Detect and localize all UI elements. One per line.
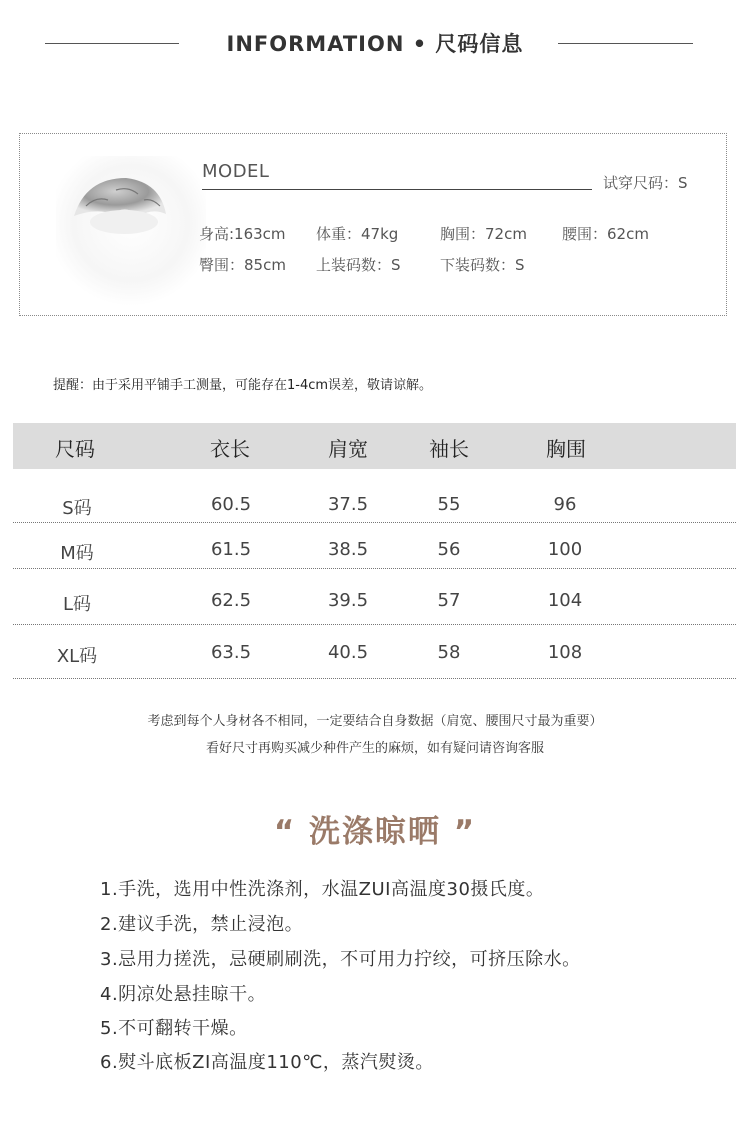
- row-divider: [13, 624, 736, 625]
- section-title-information: INFORMATION • 尺码信息: [226, 32, 524, 56]
- fit-size: 试穿尺码：S: [603, 174, 688, 192]
- care-item-3: 3.忌用力搓洗，忌硬刷刷洗，不可用力拧绞，可挤压除水。: [100, 949, 581, 970]
- col-header-shoulder: 肩宽: [328, 437, 368, 461]
- measurement-notice: 提醒：由于采用平铺手工测量，可能存在1-4cm误差，敬请谅解。: [53, 378, 433, 393]
- care-title: “ 洗涤晾晒 ”: [273, 814, 477, 850]
- table-cell-shoulder: 37.5: [327, 494, 369, 515]
- stat-bottom-size: 下装码数：S: [440, 256, 525, 274]
- care-item-6: 6.熨斗底板ZI高温度110℃，蒸汽熨烫。: [100, 1052, 434, 1073]
- table-cell-sleeve: 56: [437, 539, 461, 560]
- table-cell-size: S码: [62, 498, 92, 519]
- model-underline: [202, 189, 592, 190]
- table-cell-sleeve: 55: [437, 494, 461, 515]
- table-cell-length: 62.5: [210, 590, 252, 611]
- table-cell-chest: 96: [553, 494, 577, 515]
- table-cell-length: 61.5: [210, 539, 252, 560]
- table-cell-chest: 100: [547, 539, 583, 560]
- table-cell-size: M码: [60, 543, 94, 564]
- table-cell-chest: 104: [547, 590, 583, 611]
- table-cell-shoulder: 38.5: [327, 539, 369, 560]
- col-header-size: 尺码: [55, 437, 95, 461]
- table-cell-size: L码: [62, 594, 92, 615]
- col-header-length: 衣长: [210, 437, 250, 461]
- size-tip-line-2: 看好尺寸再购买减少种件产生的麻烦，如有疑问请咨询客服: [205, 741, 544, 756]
- model-label: MODEL: [202, 161, 270, 182]
- table-cell-chest: 108: [547, 642, 583, 663]
- row-divider: [13, 522, 736, 523]
- col-header-sleeve: 袖长: [429, 437, 469, 461]
- table-cell-size: XL码: [56, 646, 98, 667]
- stat-bust: 胸围：72cm: [440, 225, 527, 243]
- table-cell-length: 60.5: [210, 494, 252, 515]
- model-info-card: [19, 133, 727, 316]
- table-cell-shoulder: 39.5: [327, 590, 369, 611]
- care-item-1: 1.手洗，选用中性洗涤剂，水温ZUI高温度30摄氏度。: [100, 879, 545, 900]
- table-cell-sleeve: 57: [437, 590, 461, 611]
- stat-weight: 体重：47kg: [316, 225, 399, 243]
- stat-waist: 腰围：62cm: [562, 225, 649, 243]
- table-cell-shoulder: 40.5: [327, 642, 369, 663]
- care-item-5: 5.不可翻转干燥。: [100, 1018, 248, 1039]
- stat-height: 身高:163cm: [199, 225, 286, 243]
- stat-hip: 臀围：85cm: [199, 256, 286, 274]
- table-cell-sleeve: 58: [437, 642, 461, 663]
- stat-top-size: 上装码数：S: [316, 256, 401, 274]
- care-item-4: 4.阴凉处悬挂晾干。: [100, 984, 267, 1005]
- size-tip-line-1: 考虑到每个人身材各不相同，一定要结合自身数据（肩宽、腰围尺寸最为重要）: [147, 714, 603, 729]
- row-divider: [13, 568, 736, 569]
- model-photo: [56, 156, 206, 306]
- table-cell-length: 63.5: [210, 642, 252, 663]
- col-header-chest: 胸围: [546, 437, 586, 461]
- row-divider: [13, 678, 736, 679]
- care-item-2: 2.建议手洗，禁止浸泡。: [100, 914, 304, 935]
